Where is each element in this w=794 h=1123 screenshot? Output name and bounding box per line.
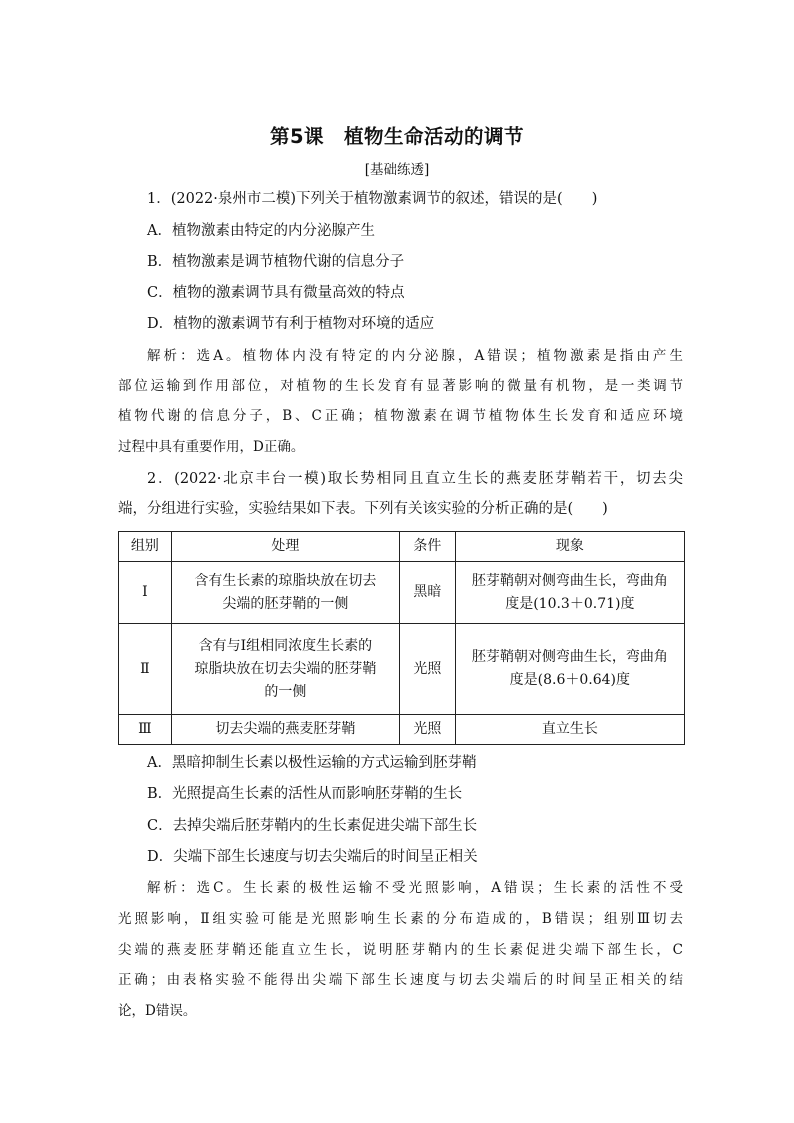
cell-text-line: 度是(8.6＋0.64)度: [509, 672, 631, 688]
page-title: [0, 121, 794, 149]
cell-condition: 光照: [400, 715, 456, 745]
cell-group: Ⅰ: [119, 562, 172, 624]
cell-text-line: 含有生长素的琼脂块放在切去: [194, 572, 377, 589]
table-row: [119, 562, 685, 624]
q2-analysis-line: 正确；由表格实验不能得出尖端下部生长速度与切去尖端后的时间呈正相关的结: [118, 972, 683, 988]
cell-phenomenon: [455, 715, 684, 745]
q2-option-c: C．去掉尖端后胚芽鞘内的生长素促进尖端下部生长: [147, 818, 478, 834]
q1-analysis-line: 部位运输到作用部位，对植物的生长发育有显著影响的微量有机物，是一类调节: [118, 378, 683, 394]
cell-treatment: [171, 715, 399, 745]
q1-stem: 1．(2022·泉州市二模)下列关于植物激素调节的叙述，错误的是( ): [147, 191, 598, 207]
cell-text-line: 尖端的胚芽鞘的一侧: [222, 595, 349, 612]
cell-text-line: 度是(10.3＋0.71)度: [505, 595, 635, 612]
q1-option-c: C．植物的激素调节具有微量高效的特点: [147, 285, 405, 301]
q1-analysis-line: 植物代谢的信息分子，B、C正确；植物激素在调节植物体生长发育和适应环境: [118, 408, 683, 424]
lesson-number: 第5课: [269, 125, 325, 148]
cell-condition: 光照: [400, 624, 456, 715]
cell-text-line: 的一侧: [264, 683, 307, 700]
cell-phenomenon: [455, 562, 684, 624]
experiment-table: [118, 531, 685, 745]
q1-analysis-line: 解析：选A。植物体内没有特定的内分泌腺，A错误；植物激素是指由产生: [147, 348, 683, 364]
cell-group: Ⅱ: [119, 624, 172, 715]
header-treatment: 处理: [171, 532, 399, 562]
q2-analysis-line: 尖端的燕麦胚芽鞘还能直立生长，说明胚芽鞘内的生长素促进尖端下部生长，C: [118, 942, 683, 958]
header-phenomenon: 现象: [455, 532, 684, 562]
cell-condition: 黑暗: [400, 562, 456, 624]
q2-analysis-line: 论，D错误。: [118, 1003, 197, 1019]
q2-option-a: A．黑暗抑制生长素以极性运输的方式运输到胚芽鞘: [147, 755, 477, 771]
cell-group: Ⅲ: [119, 715, 172, 745]
table-header-row: [119, 532, 685, 562]
table-row: [119, 715, 685, 745]
header-group: 组别: [119, 532, 172, 562]
q1-analysis-line: 过程中具有重要作用，D正确。: [118, 439, 305, 455]
q1-option-b: B．植物激素是调节植物代谢的信息分子: [147, 254, 405, 270]
lesson-topic: 植物生命活动的调节: [344, 125, 525, 148]
cell-text-line: 胚芽鞘朝对侧弯曲生长，弯曲角: [471, 649, 668, 665]
q2-analysis-line: 光照影响，Ⅱ组实验可能是光照影响生长素的分布造成的，B错误；组别Ⅲ切去: [118, 911, 683, 927]
q2-option-b: B．光照提高生长素的活性从而影响胚芽鞘的生长: [147, 786, 463, 802]
cell-text-line: 含有与Ⅰ组相同浓度生长素的: [198, 637, 373, 654]
cell-phenomenon: [455, 624, 684, 715]
cell-text-line: 切去尖端的燕麦胚芽鞘: [215, 721, 356, 737]
q2-stem-line: 端，分组进行实验，实验结果如下表。下列有关该实验的分析正确的是( ): [118, 501, 608, 517]
cell-treatment: [171, 624, 399, 715]
cell-text-line: 琼脂块放在切去尖端的胚芽鞘: [194, 660, 377, 677]
section-tag: [基础练透]: [364, 162, 430, 178]
q2-option-d: D．尖端下部生长速度与切去尖端后的时间呈正相关: [147, 849, 478, 865]
cell-text-line: 直立生长: [541, 721, 598, 737]
q1-option-d: D．植物的激素调节有利于植物对环境的适应: [147, 316, 435, 332]
cell-treatment: [171, 562, 399, 624]
q2-analysis-line: 解析：选C。生长素的极性运输不受光照影响，A错误；生长素的活性不受: [147, 880, 683, 896]
header-condition: 条件: [400, 532, 456, 562]
cell-text-line: 胚芽鞘朝对侧弯曲生长，弯曲角: [471, 572, 668, 589]
q2-stem-line: 2．(2022·北京丰台一模)取长势相同且直立生长的燕麦胚芽鞘若干，切去尖: [147, 471, 683, 487]
q1-option-a: A．植物激素由特定的内分泌腺产生: [147, 223, 375, 239]
table-row: [119, 624, 685, 715]
